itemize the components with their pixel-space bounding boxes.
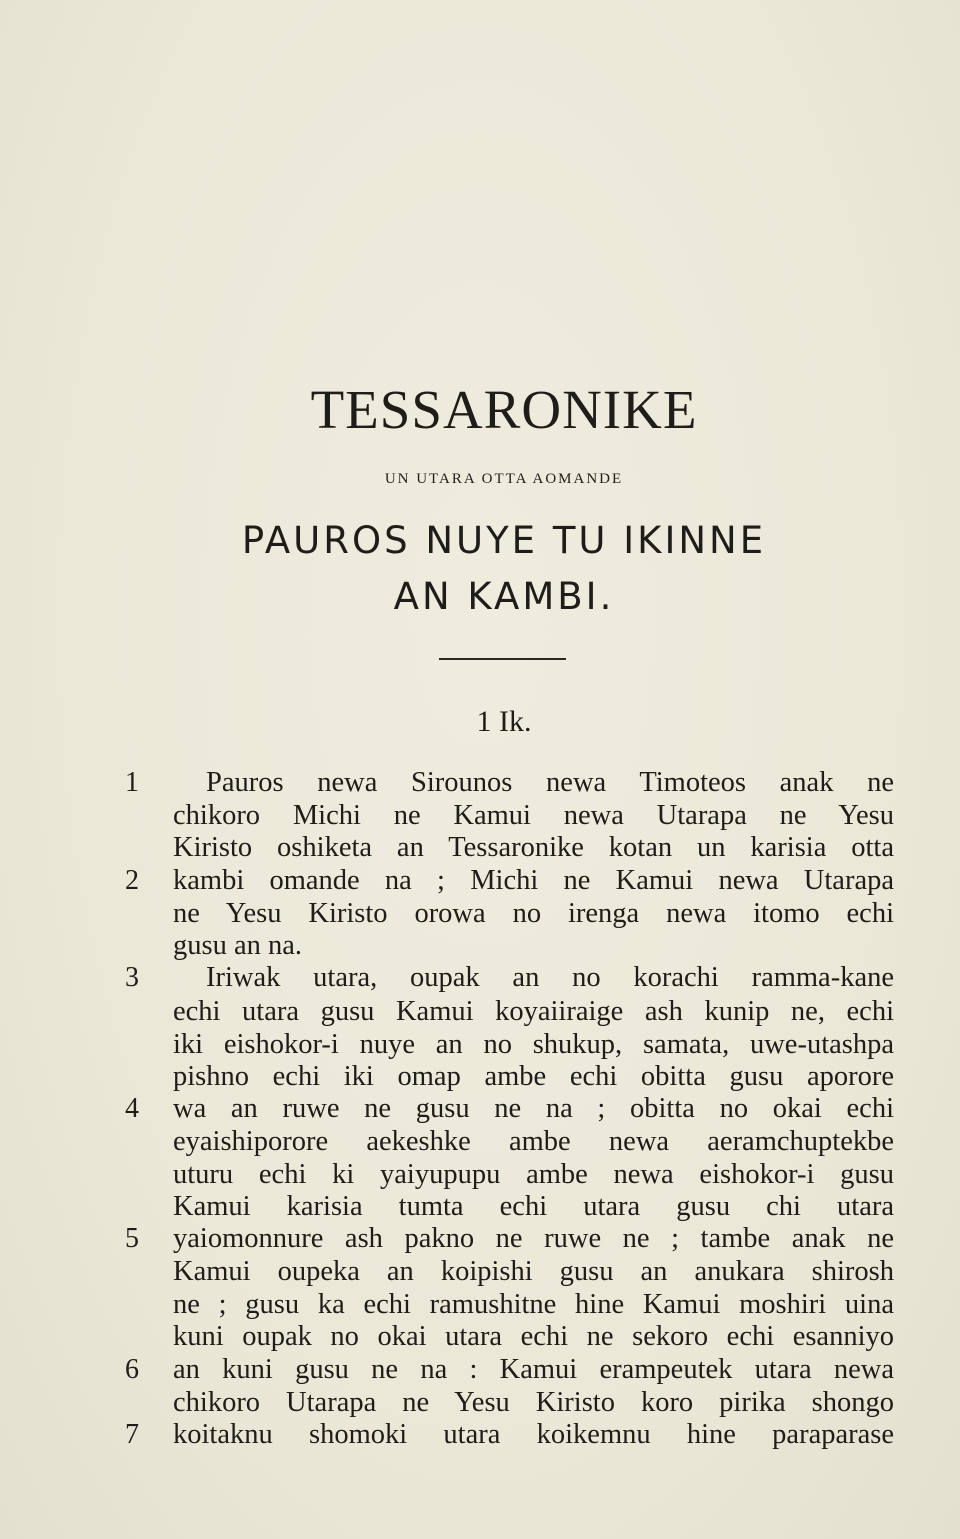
text-line: uturu echi ki yaiyupupu ambe newa eishokor-i gusu — [173, 1159, 894, 1190]
text-line: Kiristo oshiketa an Tessaronike kotan un karisia otta — [173, 832, 894, 863]
verse-number: 7 — [125, 1419, 139, 1450]
text-line: Iriwak utara, oupak an no korachi ramma-kane — [206, 962, 894, 993]
text-line: kuni oupak no okai utara echi ne sekoro echi esanniyo — [173, 1321, 894, 1352]
verse-number: 1 — [125, 767, 139, 798]
text-line: Kamui karisia tumta echi utara gusu chi utara — [173, 1191, 894, 1222]
text-line: yaiomonnure ash pakno ne ruwe ne ; tambe anak ne — [173, 1223, 894, 1254]
text-line: wa an ruwe ne gusu ne na ; obitta no okai echi — [173, 1093, 894, 1124]
text-line: pishno echi iki omap ambe echi obitta gusu aporore — [173, 1061, 894, 1092]
text-line: ne ; gusu ka echi ramushitne hine Kamui moshiri uina — [173, 1289, 894, 1320]
text-line: Pauros newa Sirounos newa Timoteos anak ne — [206, 767, 894, 798]
text-line: Kamui oupeka an koipishi gusu an anukara shirosh — [173, 1256, 894, 1287]
book-title: TESSARONIKE — [310, 379, 698, 440]
book-subtitle: UN UTARA OTTA AOMANDE — [384, 471, 624, 487]
text-line: iki eishokor-i nuye an no shukup, samata, uwe-utashpa — [173, 1029, 894, 1060]
text-line: chikoro Utarapa ne Yesu Kiristo koro pirika shongo — [173, 1387, 894, 1418]
text-line: eyaishiporore aekeshke ambe newa aeramchuptekbe — [173, 1126, 894, 1157]
text-line: echi utara gusu Kamui koyaiiraige ash kunip ne, echi — [173, 996, 894, 1027]
text-line: koitaknu shomoki utara koikemnu hine paraparase — [173, 1419, 894, 1450]
verse-number: 2 — [125, 865, 139, 896]
text-line: an kuni gusu ne na : Kamui erampeutek utara newa — [173, 1354, 894, 1385]
text-line: kambi omande na ; Michi ne Kamui newa Utarapa — [173, 865, 894, 896]
verse-number: 6 — [125, 1354, 139, 1385]
text-line: gusu an na. — [173, 930, 303, 961]
epistle-heading-line-2: AN KAMBI. — [393, 575, 615, 618]
chapter-heading: 1 Ik. — [476, 705, 532, 738]
title-divider — [439, 658, 566, 660]
text-line: ne Yesu Kiristo orowa no irenga newa itomo echi — [173, 898, 894, 929]
verse-number: 4 — [125, 1093, 139, 1124]
verse-number: 3 — [125, 962, 139, 993]
epistle-heading-line-1: PAUROS NUYE TU IKINNE — [241, 519, 767, 562]
verse-number: 5 — [125, 1223, 139, 1254]
text-line: chikoro Michi ne Kamui newa Utarapa ne Yesu — [173, 800, 894, 831]
